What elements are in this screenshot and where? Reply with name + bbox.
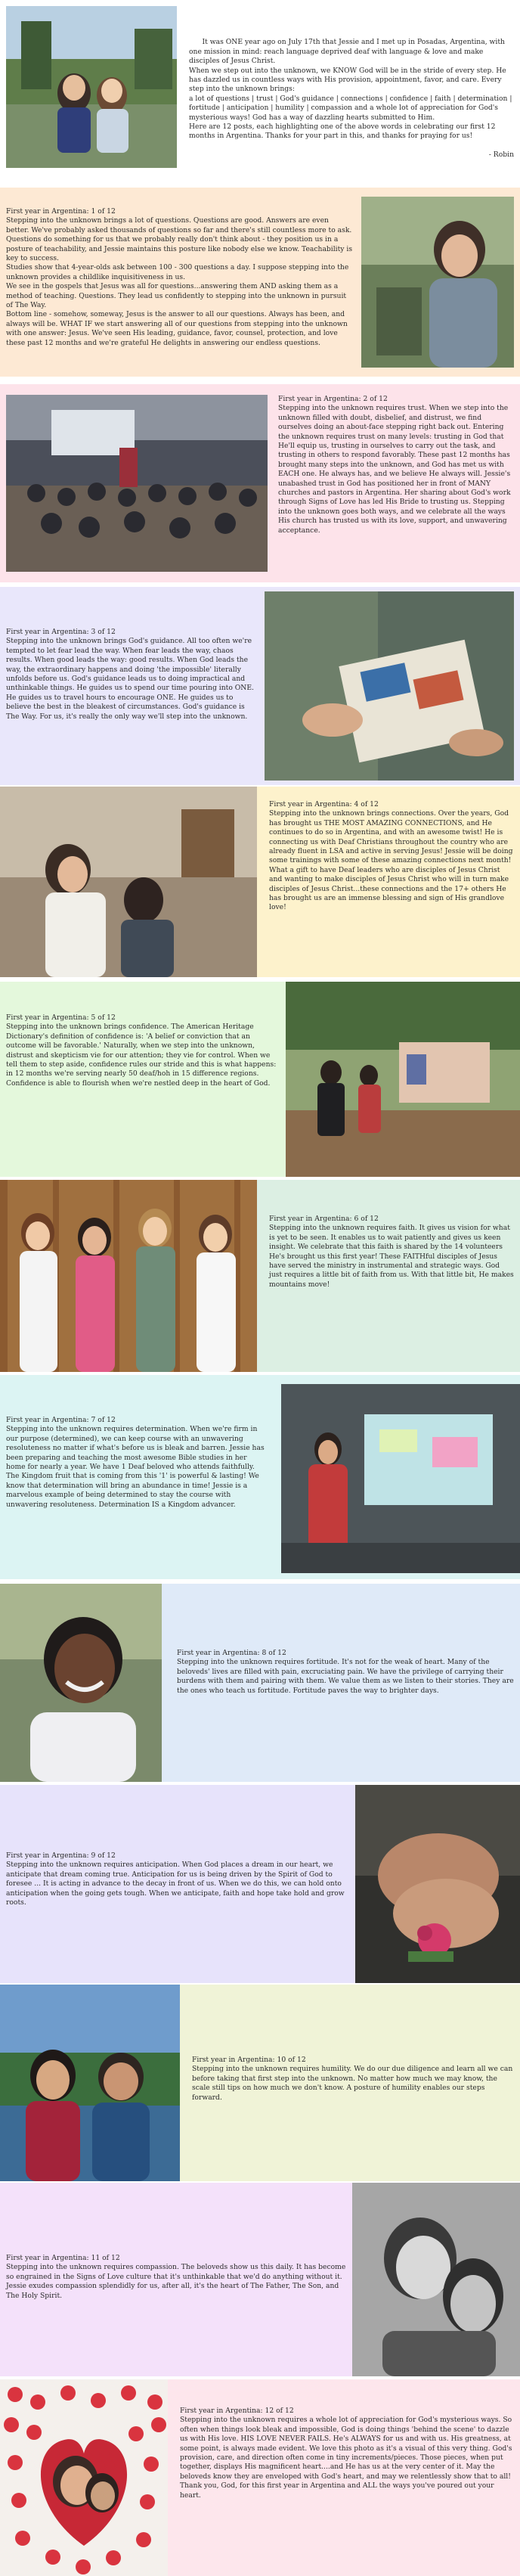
- post-photo-10: [0, 1985, 180, 2181]
- post-photo-5: [286, 982, 520, 1177]
- post-section-8: [0, 1584, 520, 1782]
- post-section-2: [0, 384, 520, 582]
- post-photo-3: [265, 591, 514, 781]
- post-text-5: First year in Argentina: 5 of 12 Stepping into the unknown brings confidence. The American Heritage Dictionary's definition of confidence is: 'A belief or conviction that an outcome will be favorable.' Naturally, when we step into the unknown, distrust and skepticism vie for our attention; they vie for control. When we tell them to step aside, confidence rules our stride and this is what happens: in 12 months we're serving nearly 50 deaf/hoh in 15 difference regions. Confidence is able to flourish when we're nestled deep in the heart of God.: [6, 1013, 277, 1088]
- post-text-10: First year in Argentina: 10 of 12 Stepping into the unknown requires humility. We do our due diligence and learn all we can before taking that first step into the unknown. No matter how much we may know, the scale still tips on how much we don't know. A posture of humility enables our steps forward.: [192, 2056, 513, 2102]
- post-text-2: First year in Argentina: 2 of 12 Stepping into the unknown requires trust. When we step into the unknown filled with doubt, disbelief, and distrust, we find ourselves doing an about-face stepping right back out. Entering the unknown requires trust on many levels: trusting in God that He'll equip us, trusting in ourselves to carry out the task, and trusting in others to respond favorably. These past 12 months has brought many steps into the unknown, and God has met us with EACH one. He always has, and we believe He always will. Jessie's unabashed trust in God has positioned her in front of MANY churches and pastors in Argentina. Her sharing about God's work through Signs of Love has led His Bride to trusting us. Stepping into the unknown goes both ways, and we celebrate all the ways His church has trusted us with its love, support, and unwavering acceptance.: [278, 395, 511, 535]
- post-photo-2: [6, 395, 268, 572]
- intro-signature: - Robin: [488, 151, 514, 160]
- post-section-1: [0, 188, 520, 377]
- post-section-6: [0, 1180, 520, 1372]
- post-text-12: First year in Argentina: 12 of 12 Stepping into the unknown requires a whole lot of appreciation for God's mysterious ways. So often when things look bleak and impossible, God is doing things 'behind the scene' to dazzle us with His love. HIS LOVE NEVER FAILS. He's ALWAYS for us and with us. His greatness, at some point, is always made evident. We love this photo as it's a visual of this very thing. God's provision, care, and direction often come in tiny increments/pieces. Those pieces, when put together, displays His magnificent heart....and He has us at the very center of it. May the beloveds know they are enveloped with God's heart, and may we relentlessly show that to all! Thank you, God, for this first year in Argentina and ALL the ways you've poured out your heart.: [180, 2407, 512, 2500]
- post-section-11: [0, 2183, 520, 2376]
- post-text-3: First year in Argentina: 3 of 12 Stepping into the unknown brings God's guidance. All too often we're tempted to let fear lead the way. When fear leads the way, chaos results. When good leads the way: good results. When God leads the way, the extraordinary happens and doing 'the impossible' literally unfolds before us. God's guidance leads us to doing impractical and unthinkable things. He guides us to spend our time pouring into ONE. He guides us to travel hours to encourage ONE. He guides us to believe the best in the bleakest of circumstances. God's guidance is The Way. For us, it's really the only way we'll step into the unknown.: [6, 628, 254, 721]
- post-text-11: First year in Argentina: 11 of 12 Stepping into the unknown requires compassion. The beloveds show us this daily. It has become so engrained in the Signs of Love culture that it's unthinkable that we'd do anything without it. Jessie exudes compassion splendidly for us, after all, it's the heart of The Father, The Son, and The Holy Spirit.: [6, 2254, 346, 2300]
- post-text-6: First year in Argentina: 6 of 12 Stepping into the unknown requires faith. It gives us vision for what is yet to be seen. It enables us to wait patiently and gives us keen insight. We celebrate that this faith is shared by the 14 volunteers He's brought us this first year! These FAITHful disciples of Jesus have served the ministry in instrumental and strategic ways. God just requires a little bit of faith from us. With that little bit, He makes mountains move!: [269, 1215, 514, 1289]
- post-section-4: [0, 787, 520, 977]
- post-photo-11: [352, 2183, 520, 2376]
- post-text-9: First year in Argentina: 9 of 12 Stepping into the unknown requires anticipation. When God places a dream in our heart, we anticipate that dream coming true. Anticipation for us is being driven by the Spirit of God to foresee ... It is acting in advance to the decay in front of us. When we do this, we can hold onto anticipation when the going gets tough. When we anticipate, faith and hope take hold and grow roots.: [6, 1851, 345, 1907]
- post-photo-6: [0, 1180, 257, 1372]
- intro-text: [189, 29, 514, 172]
- post-photo-1: [361, 197, 514, 368]
- post-section-5: [0, 982, 520, 1177]
- post-section-7: [0, 1375, 520, 1579]
- post-text-4: First year in Argentina: 4 of 12 Stepping into the unknown brings connections. Over the years, God has brought us THE MOST AMAZING CONNECTIONS, and He continues to do so in Argentina, and with an awesome twist! He is connecting us with Deaf Christians throughout the country who are already fluent in LSA and active in serving Jesus! Jessie will be doing some trainings with some of these amazing connections next month! What a gift to have Deaf leaders who are disciples of Jesus Christ and wanting to make disciples of Jesus Christ who will in turn make disciples of Jesus Christ...these connections and the 17+ others He has brought us are an immense blessing and sign of His grandlove love!: [269, 800, 513, 912]
- post-text-8: First year in Argentina: 8 of 12 Stepping into the unknown requires fortitude. It's not for the weak of heart. Many of the beloveds' lives are filled with pain, excruciating pain. We have the privilege of carrying their burdens with them and pairing with them. We value them as we listen to their stories. They are the ones who teach us fortitude. Fortitude paves the way to brighter days.: [177, 1649, 514, 1695]
- post-section-12: [0, 2379, 520, 2576]
- intro-section: [0, 0, 520, 174]
- post-text-7: First year in Argentina: 7 of 12 Stepping into the unknown requires determination. When we're firm in our purpose (determined), we can keep course with an unwavering resoluteness no matter if what's before us is bleak and barren. Jessie has been preparing and teaching the most awesome Bible studies in her home for nearly a year. We have 1 Deaf beloved who attends faithfully. The Kingdom fruit that is coming from this '1' is powerful & lasting! We know that determination will bring an abundance in time! Jessie is a marvelous example of being determined to stay the course with unwavering resoluteness. Determination IS a Kingdom advancer.: [6, 1416, 265, 1509]
- post-photo-7: [281, 1384, 520, 1573]
- post-section-9: [0, 1785, 520, 1983]
- post-section-3: [0, 587, 520, 785]
- intro-body: It was ONE year ago on July 17th that Jessie and I met up in Posadas, Argentina, with one mission in mind: reach language deprived deaf with language & love and make disciples of Jesus Christ. When we step out into the unknown, we KNOW God will be in the stride of every step. He has dazzled us in countless ways with His provision, appointment, favor, and care. Every step into the unknown brings: a lot of questions | trust | God's guidance | connections | confidence | faith | determination | fortitude | anticipation | humility | compassion and a whole lot of appreciation for God's mysterious ways! God has a way of dazzling hearts submitted to Him. Here are 12 posts, each highlighting one of the above words in celebrating our first 12 months in Argentina. Thanks for your part in this, and thanks for praying for us!: [189, 38, 512, 141]
- post-photo-8: [0, 1584, 162, 1782]
- post-text-1: First year in Argentina: 1 of 12 Stepping into the unknown brings a lot of questions. Questions are good. Answers are even better. We've probably asked thousands of questions so far and there's still countless more to ask. Questions do something for us that we probably really don't think about - they position us in a posture of teachability, and Jessie maintains this posture like nobody else we know. Teachability is key to success. Studies show that 4-year-olds ask between 100 - 300 questions a day. I suppose stepping into the unknown provides a childlike inquisitiveness in us. We see in the gospels that Jesus was all for questions...answering them AND asking them as a method of teaching. Questions. They lead us confidently to stepping into the unknown in pursuit of The Way. Bottom line - somehow, someway, Jesus is the answer to all our questions. Always has been, and always will be. WHAT IF we start answering all of our questions from stepping into the unknown with one answer: Jesus. We've seen His leading, guidance, favor, counsel, protection, and love these past 12 months and we're grateful He delights in answering our endless questions.: [6, 207, 353, 347]
- intro-photo: [6, 6, 177, 168]
- post-photo-12: [0, 2379, 168, 2576]
- post-photo-4: [0, 787, 257, 977]
- post-section-10: [0, 1985, 520, 2181]
- post-photo-9: [355, 1785, 520, 1983]
